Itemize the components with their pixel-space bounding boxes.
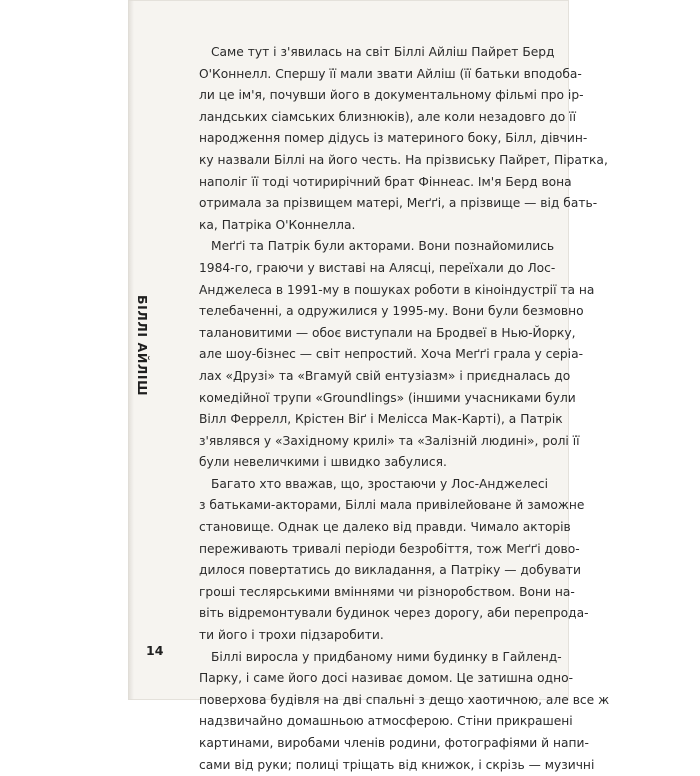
paragraph (199, 474, 589, 647)
text-line: Саме тут і з'явилась на світ Біллі Айліш Пайрет Берд (211, 45, 555, 59)
text-line: талановитими — обоє виступали на Бродвеї в Нью-Йорку, (199, 325, 576, 340)
text-line: О'Коннелл. Спершу її мали звати Айліш (її батьки вподоба- (199, 66, 582, 81)
text-line: але шоу-бізнес — світ непростий. Хоча Меґґі грала у серіа- (199, 347, 583, 362)
text-line: ландських сіамських близнюків), але коли незадовго до її (199, 109, 576, 124)
text-line: надзвичайно домашньою атмосферою. Стіни прикрашені (199, 714, 573, 729)
text-line: ли це ім'я, почувши його в документальному фільмі про ір- (199, 88, 584, 103)
text-line: гроші теслярськими вміннями чи різноробством. Вони на- (199, 584, 575, 599)
text-line: поверхова будівля на дві спальні з дещо хаотичною, але все ж (199, 692, 610, 707)
text-line: комедійної трупи «Groundlings» (іншими учасниками були (199, 390, 576, 405)
text-line: телебаченні, а одружилися у 1995-му. Вони були безмовно (199, 304, 584, 319)
text-line: ти його і трохи підзаробити. (199, 628, 384, 643)
text-line: отримала за прізвищем матері, Меґґі, а прізвище — від бать- (199, 196, 598, 211)
text-line: з батьками-акторами, Біллі мала привілейоване й заможне (199, 498, 585, 513)
text-line: лах «Друзі» та «Вгамуй свій ентузіазм» і приєдналась до (199, 368, 571, 383)
paragraph (199, 236, 595, 474)
text-line: дилося повертатись до викладання, а Патріку — добувати (199, 563, 582, 578)
text-line: Багато хто вважав, що, зростаючи у Лос-Анджелесі (211, 476, 548, 491)
paragraph (199, 647, 610, 776)
text-line: ка, Патріка О'Коннелла. (199, 217, 356, 232)
text-line: становище. Однак це далеко від правди. Чимало акторів (199, 520, 571, 535)
text-line: народження помер дідусь із материного боку, Білл, дівчин- (199, 131, 588, 146)
text-line: Меґґі та Патрік були акторами. Вони познайомились (211, 239, 555, 254)
text-line: ку назвали Біллі на його честь. На прізвиську Пайрет, Піратка, (199, 152, 608, 167)
text-line: з'являвся у «Західному крилі» та «Залізній людині», ролі її (199, 433, 580, 448)
body-text (199, 42, 610, 776)
text-line: сами від руки; полиці тріщать від книжок, і скрізь — музичні (199, 757, 595, 772)
text-line: наполіг її тоді чотирирічний брат Фіннеас. Ім'я Берд вона (199, 174, 572, 189)
page-gutter-shadow (128, 0, 134, 700)
text-line: віть відремонтували будинок через дорогу, аби перепрода- (199, 606, 589, 621)
text-line: Анджелеса в 1991-му в пошуках роботи в кіноіндустрії та на (199, 282, 595, 297)
page-number: 14 (146, 643, 164, 658)
text-line: переживають тривалі періоди безробіття, тож Меґґі дово- (199, 541, 580, 556)
text-line: Парку, і саме його досі називає домом. Це затишна одно- (199, 671, 574, 686)
text-line: картинами, виробами членів родини, фотографіями й напи- (199, 736, 589, 750)
text-line: Біллі виросла у придбаному ними будинку в Гайленд- (211, 649, 562, 664)
running-head: БІЛЛІ АЙЛІШ (135, 295, 150, 397)
text-line: були невеличкими і швидко забулися. (199, 455, 447, 470)
paragraph (199, 42, 608, 236)
text-line: Вілл Феррелл, Крістен Віґ і Мелісса Мак-Карті), а Патрік (199, 412, 563, 427)
text-line: 1984-го, граючи у виставі на Алясці, переїхали до Лос- (199, 260, 556, 275)
